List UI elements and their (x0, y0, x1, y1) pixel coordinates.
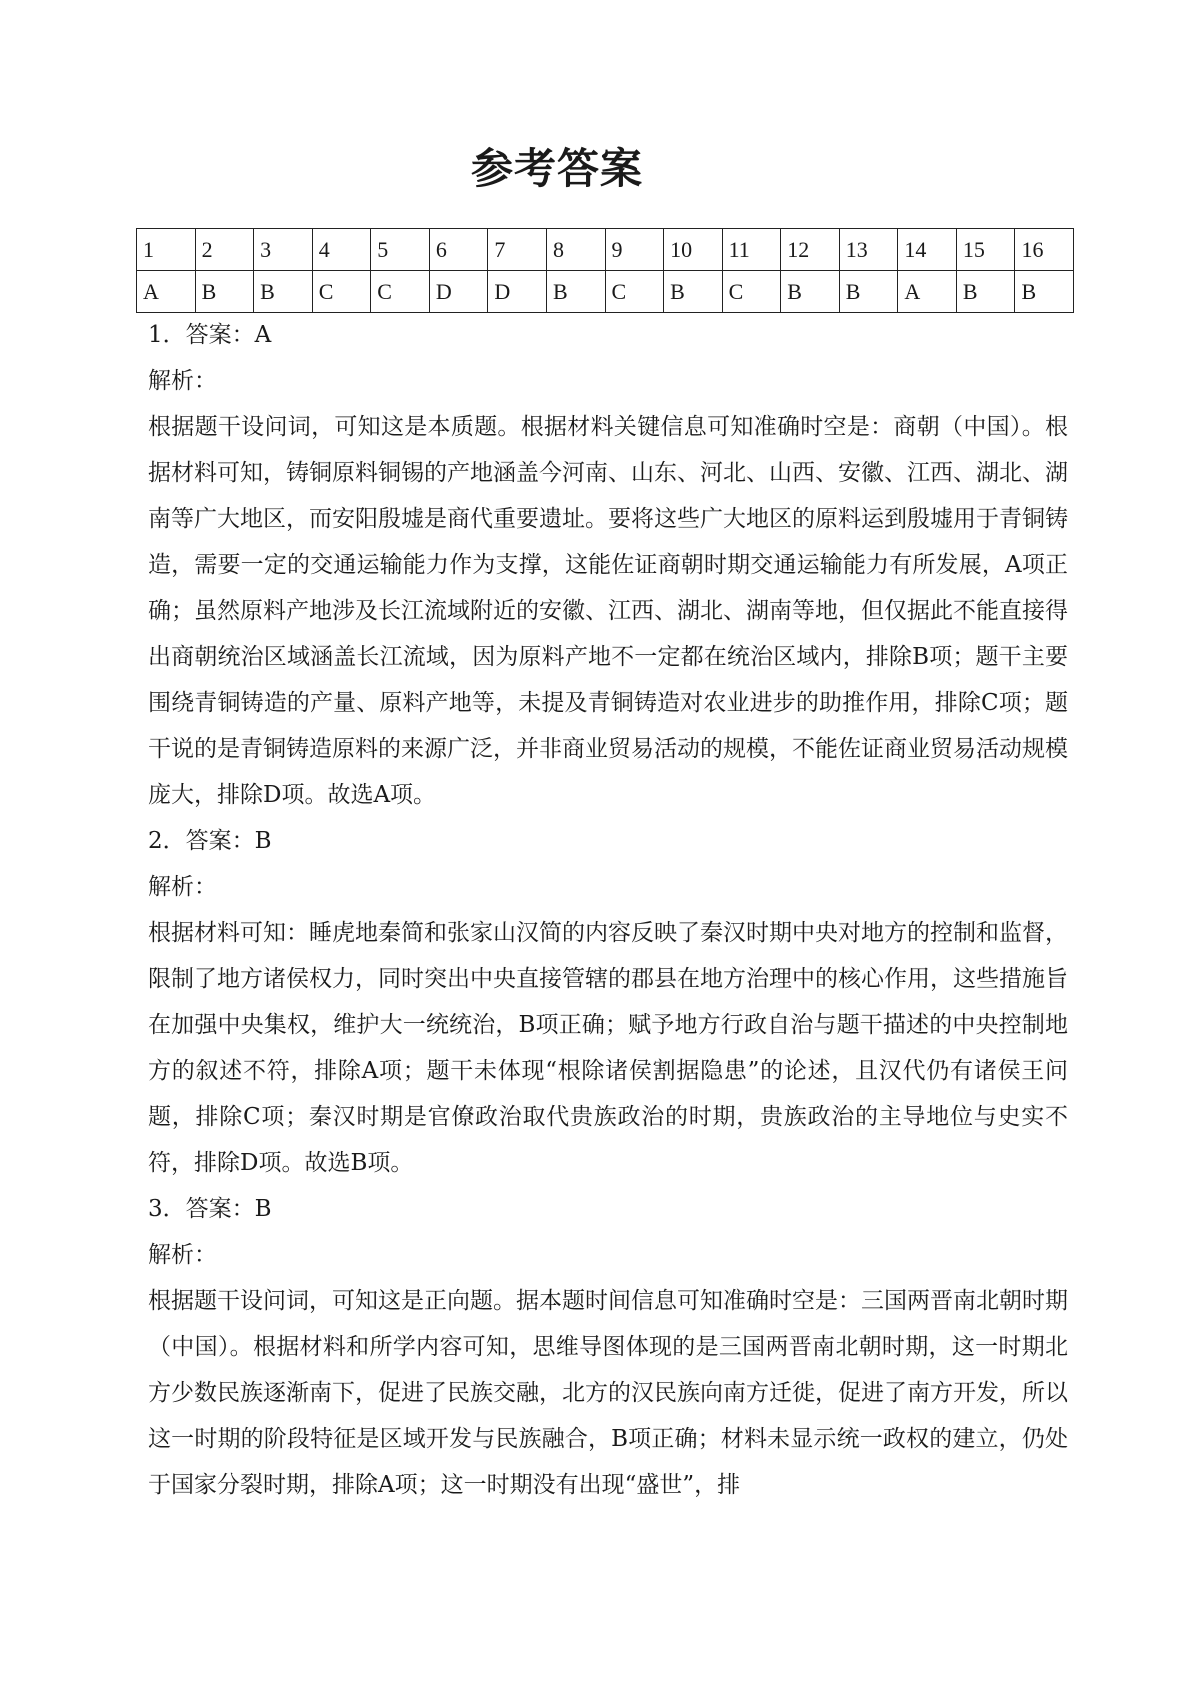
answer-letter-cell: B (254, 271, 313, 313)
analysis-label: 解析： (148, 874, 217, 900)
answer-letter-row (137, 271, 1074, 313)
question-3 (148, 1186, 1068, 1508)
question-number-cell: 16 (1015, 229, 1074, 271)
answer-letter-cell: C (371, 271, 430, 313)
analysis-label: 解析： (148, 1242, 217, 1268)
answer-heading: 3．答案：B (148, 1196, 272, 1222)
answer-letter-cell: B (956, 271, 1015, 313)
answer-letter-cell: D (488, 271, 547, 313)
answer-letter-cell: B (664, 271, 723, 313)
answer-table (136, 228, 1074, 313)
answer-heading: 2．答案：B (148, 828, 272, 854)
question-number-cell: 7 (488, 229, 547, 271)
page-title: 参考答案 (470, 144, 643, 193)
answer-letter-cell: B (1015, 271, 1074, 313)
analysis-text: 根据材料可知：睡虎地秦简和张家山汉简的内容反映了秦汉时期中央对地方的控制和监督，限制了地方诸侯权力，同时突出中央直接管辖的郡县在地方治理中的核心作用，这些措施旨在加强中央集权，维护大一统统治，B项正确；赋予地方行政自治与题干描述的中央控制地方的叙述不符，排除A项；题干未体现“根除诸侯割据隐患”的论述，且汉代仍有诸侯王问题，排除C项；秦汉时期是官僚政治取代贵族政治的时期，贵族政治的主导地位与史实不符，排除D项。故选B项。 (148, 920, 1068, 1176)
question-number-cell: 10 (664, 229, 723, 271)
question-number-cell: 9 (605, 229, 664, 271)
answer-letter-cell: D (429, 271, 488, 313)
analysis-text: 根据题干设问词，可知这是本质题。根据材料关键信息可知准确时空是：商朝（中国）。根据材料可知，铸铜原料铜锡的产地涵盖今河南、山东、河北、山西、安徽、江西、湖北、湖南等广大地区，而安阳殷墟是商代重要遗址。要将这些广大地区的原料运到殷墟用于青铜铸造，需要一定的交通运输能力作为支撑，这能佐证商朝时期交通运输能力有所发展，A项正确；虽然原料产地涉及长江流域附近的安徽、江西、湖北、湖南等地，但仅据此不能直接得出商朝统治区域涵盖长江流域，因为原料产地不一定都在统治区域内，排除B项；题干主要围绕青铜铸造的产量、原料产地等，未提及青铜铸造对农业进步的助推作用，排除C项；题干说的是青铜铸造原料的来源广泛，并非商业贸易活动的规模，不能佐证商业贸易活动规模庞大，排除D项。故选A项。 (148, 414, 1068, 808)
question-number-cell: 4 (312, 229, 371, 271)
question-number-cell: 2 (195, 229, 254, 271)
question-number-cell: 11 (722, 229, 781, 271)
question-number-cell: 12 (781, 229, 840, 271)
answer-letter-cell: A (898, 271, 957, 313)
answer-letter-cell: B (781, 271, 840, 313)
answer-letter-cell: C (605, 271, 664, 313)
explanations (148, 312, 1068, 1508)
answer-letter-cell: B (546, 271, 605, 313)
question-number-cell: 14 (898, 229, 957, 271)
question-number-cell: 1 (137, 229, 196, 271)
analysis-text: 根据题干设问词，可知这是正向题。据本题时间信息可知准确时空是：三国两晋南北朝时期（中国）。根据材料和所学内容可知，思维导图体现的是三国两晋南北朝时期，这一时期北方少数民族逐渐南下，促进了民族交融，北方的汉民族向南方迁徙，促进了南方开发，所以这一时期的阶段特征是区域开发与民族融合，B项正确；材料未显示统一政权的建立，仍处于国家分裂时期，排除A项；这一时期没有出现“盛世”，排 (148, 1288, 1068, 1498)
question-number-row (137, 229, 1074, 271)
question-number-cell: 5 (371, 229, 430, 271)
question-number-cell: 13 (839, 229, 898, 271)
answer-letter-cell: C (312, 271, 371, 313)
answer-letter-cell: C (722, 271, 781, 313)
question-1 (148, 312, 1068, 818)
answer-letter-cell: B (195, 271, 254, 313)
analysis-label: 解析： (148, 368, 217, 394)
answer-heading: 1．答案：A (148, 322, 272, 348)
answer-letter-cell: A (137, 271, 196, 313)
question-2 (148, 818, 1068, 1186)
question-number-cell: 8 (546, 229, 605, 271)
question-number-cell: 15 (956, 229, 1015, 271)
question-number-cell: 6 (429, 229, 488, 271)
question-number-cell: 3 (254, 229, 313, 271)
answer-letter-cell: B (839, 271, 898, 313)
